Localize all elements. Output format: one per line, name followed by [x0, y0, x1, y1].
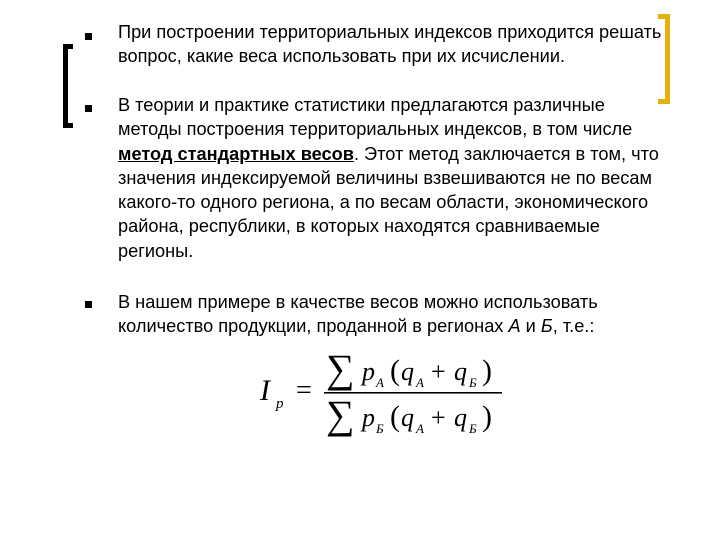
- bullet-square-icon: [85, 105, 92, 112]
- formula-num-p: p: [362, 357, 375, 386]
- formula-num-q2-sub: Б: [469, 375, 477, 390]
- formula-num-q1-sub: А: [416, 375, 424, 390]
- bullet-text-before: В теории и практике статистики предлагаются различные методы построения территориальных индексов, в том числе: [118, 95, 633, 140]
- formula-den-q2-sub: Б: [469, 421, 477, 436]
- formula-den-open: (: [390, 400, 400, 433]
- formula-num-open: (: [390, 354, 400, 387]
- formula-den-p: p: [362, 403, 375, 432]
- formula-num-close: ): [482, 354, 492, 387]
- bullet-square-icon: [85, 33, 92, 40]
- bullet-square-icon: [85, 301, 92, 308]
- formula-lhs-sub: p: [276, 396, 284, 412]
- bullet-text-before: В нашем примере в качестве весов можно использовать количество продукции, проданной в регионах: [118, 292, 598, 337]
- bullet-text: [118, 290, 663, 339]
- formula-den-p-sub: Б: [376, 421, 384, 436]
- bullet-text: [118, 20, 663, 69]
- formula-lhs: I: [260, 374, 270, 407]
- bullet-text-emphasis: метод стандартных весов: [118, 143, 354, 164]
- formula-den-q2: q: [454, 403, 467, 432]
- formula-num-sum: ∑: [326, 346, 355, 391]
- region-a-label: А: [508, 316, 521, 337]
- bullet-text-after: , т.е.:: [552, 316, 595, 337]
- formula-den-q1-sub: А: [416, 421, 424, 436]
- formula-num-q2: q: [454, 357, 467, 386]
- formula-equals: =: [296, 375, 312, 406]
- bullet-text-after: . Этот метод заключается в том, что значения индексируемой величины взвешиваются не по весам какого-то одного региона, а по весам области, экономического района, республики, в которых находятся сравниваемые регионы.: [118, 143, 659, 261]
- region-b-label: Б: [540, 316, 553, 337]
- formula-svg: [256, 342, 516, 437]
- formula-den-q1: q: [401, 403, 414, 432]
- formula-num-p-sub: А: [376, 375, 384, 390]
- formula-den-sum: ∑: [326, 392, 355, 437]
- index-formula: [256, 342, 516, 437]
- bullet-text: [118, 93, 663, 263]
- formula-den-plus: +: [431, 403, 446, 432]
- bullet-text-and: и: [520, 316, 541, 337]
- formula-num-q1: q: [401, 357, 414, 386]
- formula-den-close: ): [482, 400, 492, 433]
- bullet-text-body: При построении территориальных индексов приходится решать вопрос, какие веса использовать при их исчислении.: [118, 22, 662, 67]
- decorative-bracket-left: [63, 44, 73, 128]
- formula-num-plus: +: [431, 357, 446, 386]
